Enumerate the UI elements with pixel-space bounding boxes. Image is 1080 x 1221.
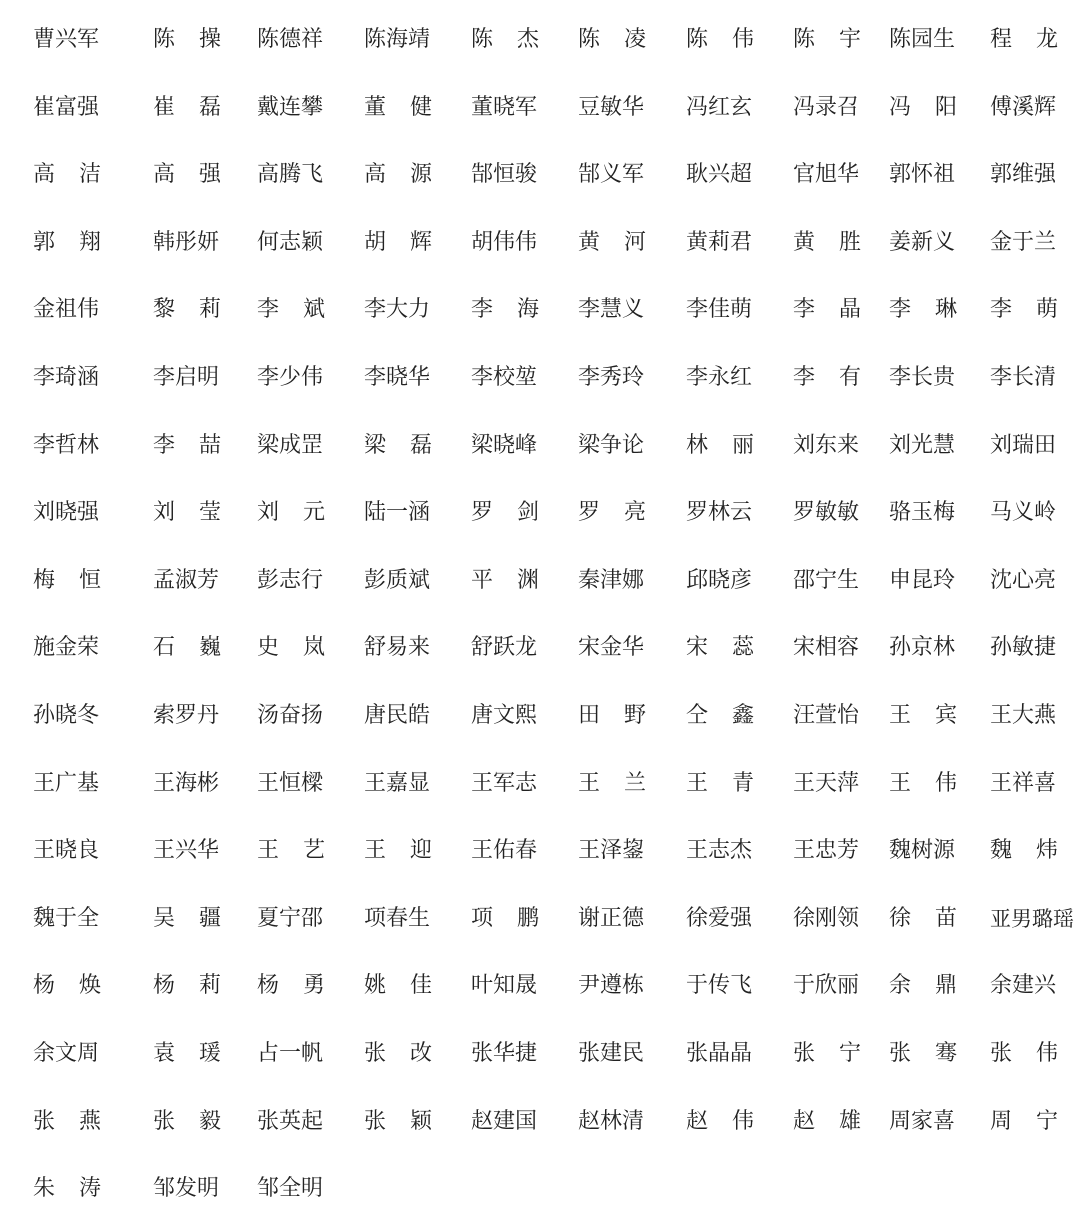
name-entry: 亚男璐瑶 [990, 906, 1074, 931]
name-entry: 高 源 [364, 162, 432, 188]
name-entry: 李 斌 [257, 297, 325, 323]
name-entry: 袁 瑗 [153, 1041, 221, 1066]
name-entry: 罗敏敏 [793, 500, 860, 526]
name-row [0, 1034, 1080, 1074]
name-entry: 马义岭 [990, 500, 1057, 526]
name-entry: 李晓华 [364, 365, 431, 390]
name-entry: 项 鹏 [471, 905, 539, 931]
name-entry: 陈 宇 [793, 27, 861, 52]
name-entry: 郜恒骏 [471, 162, 538, 188]
name-entry: 郭维强 [990, 162, 1057, 188]
name-entry: 谢正德 [578, 905, 645, 931]
name-entry: 史 岚 [257, 635, 325, 661]
name-entry: 郭 翔 [33, 229, 101, 255]
name-entry: 沈心亮 [990, 567, 1057, 593]
name-entry: 黄 胜 [793, 229, 861, 255]
name-entry: 胡 辉 [364, 229, 432, 255]
name-row [0, 628, 1080, 668]
name-entry: 高腾飞 [257, 162, 324, 188]
name-entry: 赵建国 [471, 1108, 538, 1134]
name-entry: 罗 亮 [578, 500, 646, 526]
name-entry: 金祖伟 [33, 297, 100, 323]
name-entry: 邹发明 [153, 1176, 220, 1202]
name-entry: 索罗丹 [153, 703, 220, 728]
name-row [0, 358, 1080, 398]
name-row [0, 561, 1080, 601]
name-entry: 石 巍 [153, 635, 221, 661]
name-entry: 官旭华 [793, 162, 860, 188]
name-entry: 梁 磊 [364, 432, 432, 458]
name-entry: 魏树源 [889, 838, 956, 864]
name-entry: 彭志行 [257, 567, 324, 593]
name-entry: 李永红 [686, 365, 753, 390]
name-entry: 冯录召 [793, 94, 860, 120]
name-row [0, 764, 1080, 804]
name-entry: 骆玉梅 [889, 500, 956, 526]
name-entry: 王佑春 [471, 838, 538, 864]
name-entry: 耿兴超 [686, 162, 753, 188]
name-entry: 王 兰 [578, 770, 646, 796]
name-entry: 宋 蕊 [686, 635, 754, 661]
name-entry: 王嘉显 [364, 770, 431, 796]
name-entry: 郜义军 [578, 162, 645, 188]
name-entry: 李 有 [793, 365, 861, 390]
name-entry: 项春生 [364, 905, 431, 931]
name-entry: 夏宁邵 [257, 905, 324, 931]
name-row [0, 88, 1080, 128]
name-entry: 李校堃 [471, 365, 538, 390]
name-entry: 孟淑芳 [153, 567, 220, 593]
name-row [0, 966, 1080, 1006]
name-entry: 王志杰 [686, 838, 753, 864]
name-entry: 秦津娜 [578, 567, 645, 593]
name-entry: 张 伟 [990, 1041, 1058, 1066]
name-row [0, 20, 1080, 60]
name-entry: 张华捷 [471, 1041, 538, 1066]
name-entry: 于欣丽 [793, 973, 860, 999]
name-entry: 吴 疆 [153, 905, 221, 931]
name-entry: 冯红玄 [686, 94, 753, 120]
name-entry: 梁晓峰 [471, 432, 538, 458]
name-entry: 魏 炜 [990, 838, 1058, 864]
name-entry: 李哲林 [33, 432, 100, 458]
name-entry: 余文周 [33, 1041, 100, 1066]
name-entry: 占一帆 [257, 1041, 324, 1066]
name-entry: 孙晓冬 [33, 703, 100, 728]
name-entry: 赵林清 [578, 1108, 645, 1134]
name-entry: 仝 鑫 [686, 703, 754, 728]
name-entry: 孙京林 [889, 635, 956, 661]
name-entry: 刘 元 [257, 500, 325, 526]
name-entry: 朱 涛 [33, 1176, 101, 1202]
name-entry: 李秀玲 [578, 365, 645, 390]
name-entry: 刘 莹 [153, 500, 221, 526]
name-entry: 郭怀祖 [889, 162, 956, 188]
name-entry: 陈德祥 [257, 27, 324, 52]
name-entry: 姜新义 [889, 229, 956, 255]
name-entry: 林 丽 [686, 432, 754, 458]
name-entry: 彭质斌 [364, 567, 431, 593]
name-row [0, 899, 1080, 939]
name-entry: 张 毅 [153, 1108, 221, 1134]
name-entry: 陆一涵 [364, 500, 431, 526]
name-entry: 刘瑞田 [990, 432, 1057, 458]
name-entry: 梁成罡 [257, 432, 324, 458]
name-entry: 梅 恒 [33, 567, 101, 593]
name-entry: 韩彤妍 [153, 229, 220, 255]
name-entry: 陈 杰 [471, 27, 539, 52]
name-entry: 张 颖 [364, 1108, 432, 1134]
name-entry: 杨 焕 [33, 973, 101, 999]
name-entry: 何志颖 [257, 229, 324, 255]
name-entry: 申昆玲 [889, 567, 956, 593]
name-row [0, 155, 1080, 195]
name-entry: 舒跃龙 [471, 635, 538, 661]
name-row [0, 290, 1080, 330]
name-entry: 董晓军 [471, 94, 538, 120]
name-entry: 王 青 [686, 770, 754, 796]
name-entry: 于传飞 [686, 973, 753, 999]
name-entry: 李 喆 [153, 432, 221, 458]
name-entry: 张 燕 [33, 1108, 101, 1134]
name-entry: 孙敏捷 [990, 635, 1057, 661]
name-entry: 张 骞 [889, 1041, 957, 1066]
name-entry: 王 宾 [889, 703, 957, 728]
name-entry: 黄 河 [578, 229, 646, 255]
name-entry: 陈 伟 [686, 27, 754, 52]
name-entry: 王 艺 [257, 838, 325, 864]
name-entry: 李琦涵 [33, 365, 100, 390]
name-entry: 李长清 [990, 365, 1057, 390]
name-entry: 王泽鋆 [578, 838, 645, 864]
name-entry: 徐爱强 [686, 905, 753, 931]
name-entry: 陈 凌 [578, 27, 646, 52]
name-entry: 陈园生 [889, 27, 956, 52]
name-entry: 姚 佳 [364, 973, 432, 999]
name-entry: 徐 苗 [889, 905, 957, 931]
name-entry: 李佳萌 [686, 297, 753, 323]
name-entry: 罗 剑 [471, 500, 539, 526]
name-entry: 黎 莉 [153, 297, 221, 323]
name-entry: 张建民 [578, 1041, 645, 1066]
name-entry: 杨 莉 [153, 973, 221, 999]
name-entry: 王军志 [471, 770, 538, 796]
name-entry: 王大燕 [990, 703, 1057, 728]
name-entry: 李慧义 [578, 297, 645, 323]
name-entry: 陈 操 [153, 27, 221, 52]
name-entry: 梁争论 [578, 432, 645, 458]
name-entry: 李长贵 [889, 365, 956, 390]
name-entry: 平 渊 [471, 567, 539, 593]
name-entry: 周家喜 [889, 1108, 956, 1134]
name-entry: 施金荣 [33, 635, 100, 661]
name-entry: 崔富强 [33, 94, 100, 120]
name-entry: 刘晓强 [33, 500, 100, 526]
name-entry: 陈海靖 [364, 27, 431, 52]
name-entry: 尹遵栋 [578, 973, 645, 999]
name-entry: 徐刚领 [793, 905, 860, 931]
name-entry: 张英起 [257, 1108, 324, 1134]
name-entry: 张晶晶 [686, 1041, 753, 1066]
name-entry: 叶知晟 [471, 973, 538, 999]
name-entry: 张 宁 [793, 1041, 861, 1066]
name-row [0, 426, 1080, 466]
name-entry: 王天萍 [793, 770, 860, 796]
name-entry: 刘光慧 [889, 432, 956, 458]
name-entry: 董 健 [364, 94, 432, 120]
name-entry: 王祥喜 [990, 770, 1057, 796]
name-row [0, 1169, 1080, 1209]
name-entry: 邱晓彦 [686, 567, 753, 593]
name-row [0, 223, 1080, 263]
name-entry: 王恒樑 [257, 770, 324, 796]
name-row [0, 696, 1080, 736]
name-entry: 王兴华 [153, 838, 220, 864]
name-row [0, 1102, 1080, 1142]
name-entry: 崔 磊 [153, 94, 221, 120]
name-entry: 程 龙 [990, 27, 1058, 52]
name-entry: 宋金华 [578, 635, 645, 661]
name-entry: 冯 阳 [889, 94, 957, 120]
name-entry: 傅溪辉 [990, 94, 1057, 120]
name-entry: 戴连攀 [257, 94, 324, 120]
name-entry: 余建兴 [990, 973, 1057, 999]
name-entry: 邵宁生 [793, 567, 860, 593]
name-entry: 汤奋扬 [257, 703, 324, 728]
name-entry: 王 迎 [364, 838, 432, 864]
name-entry: 李 琳 [889, 297, 957, 323]
name-entry: 高 强 [153, 162, 221, 188]
name-entry: 李 晶 [793, 297, 861, 323]
name-entry: 曹兴军 [33, 27, 100, 52]
name-entry: 高 洁 [33, 162, 101, 188]
name-entry: 豆敏华 [578, 94, 645, 120]
name-entry: 赵 伟 [686, 1108, 754, 1134]
name-entry: 王晓良 [33, 838, 100, 864]
name-row [0, 493, 1080, 533]
name-entry: 李启明 [153, 365, 220, 390]
name-entry: 王 伟 [889, 770, 957, 796]
name-entry: 周 宁 [990, 1108, 1058, 1134]
name-entry: 罗林云 [686, 500, 753, 526]
name-entry: 金于兰 [990, 229, 1057, 255]
name-entry: 赵 雄 [793, 1108, 861, 1134]
name-entry: 刘东来 [793, 432, 860, 458]
name-entry: 舒易来 [364, 635, 431, 661]
name-entry: 李 萌 [990, 297, 1058, 323]
name-entry: 唐民皓 [364, 703, 431, 728]
name-entry: 王忠芳 [793, 838, 860, 864]
name-row [0, 831, 1080, 871]
name-entry: 田 野 [578, 703, 646, 728]
name-entry: 唐文熙 [471, 703, 538, 728]
name-entry: 李少伟 [257, 365, 324, 390]
name-entry: 邹全明 [257, 1176, 324, 1202]
name-entry: 余 鼎 [889, 973, 957, 999]
name-entry: 李 海 [471, 297, 539, 323]
name-entry: 汪萱怡 [793, 703, 860, 728]
name-entry: 张 改 [364, 1041, 432, 1066]
name-entry: 宋相容 [793, 635, 860, 661]
name-entry: 黄莉君 [686, 229, 753, 255]
name-entry: 王广基 [33, 770, 100, 796]
name-entry: 杨 勇 [257, 973, 325, 999]
name-entry: 李大力 [364, 297, 431, 323]
name-entry: 魏于全 [33, 905, 100, 931]
name-entry: 王海彬 [153, 770, 220, 796]
name-entry: 胡伟伟 [471, 229, 538, 255]
